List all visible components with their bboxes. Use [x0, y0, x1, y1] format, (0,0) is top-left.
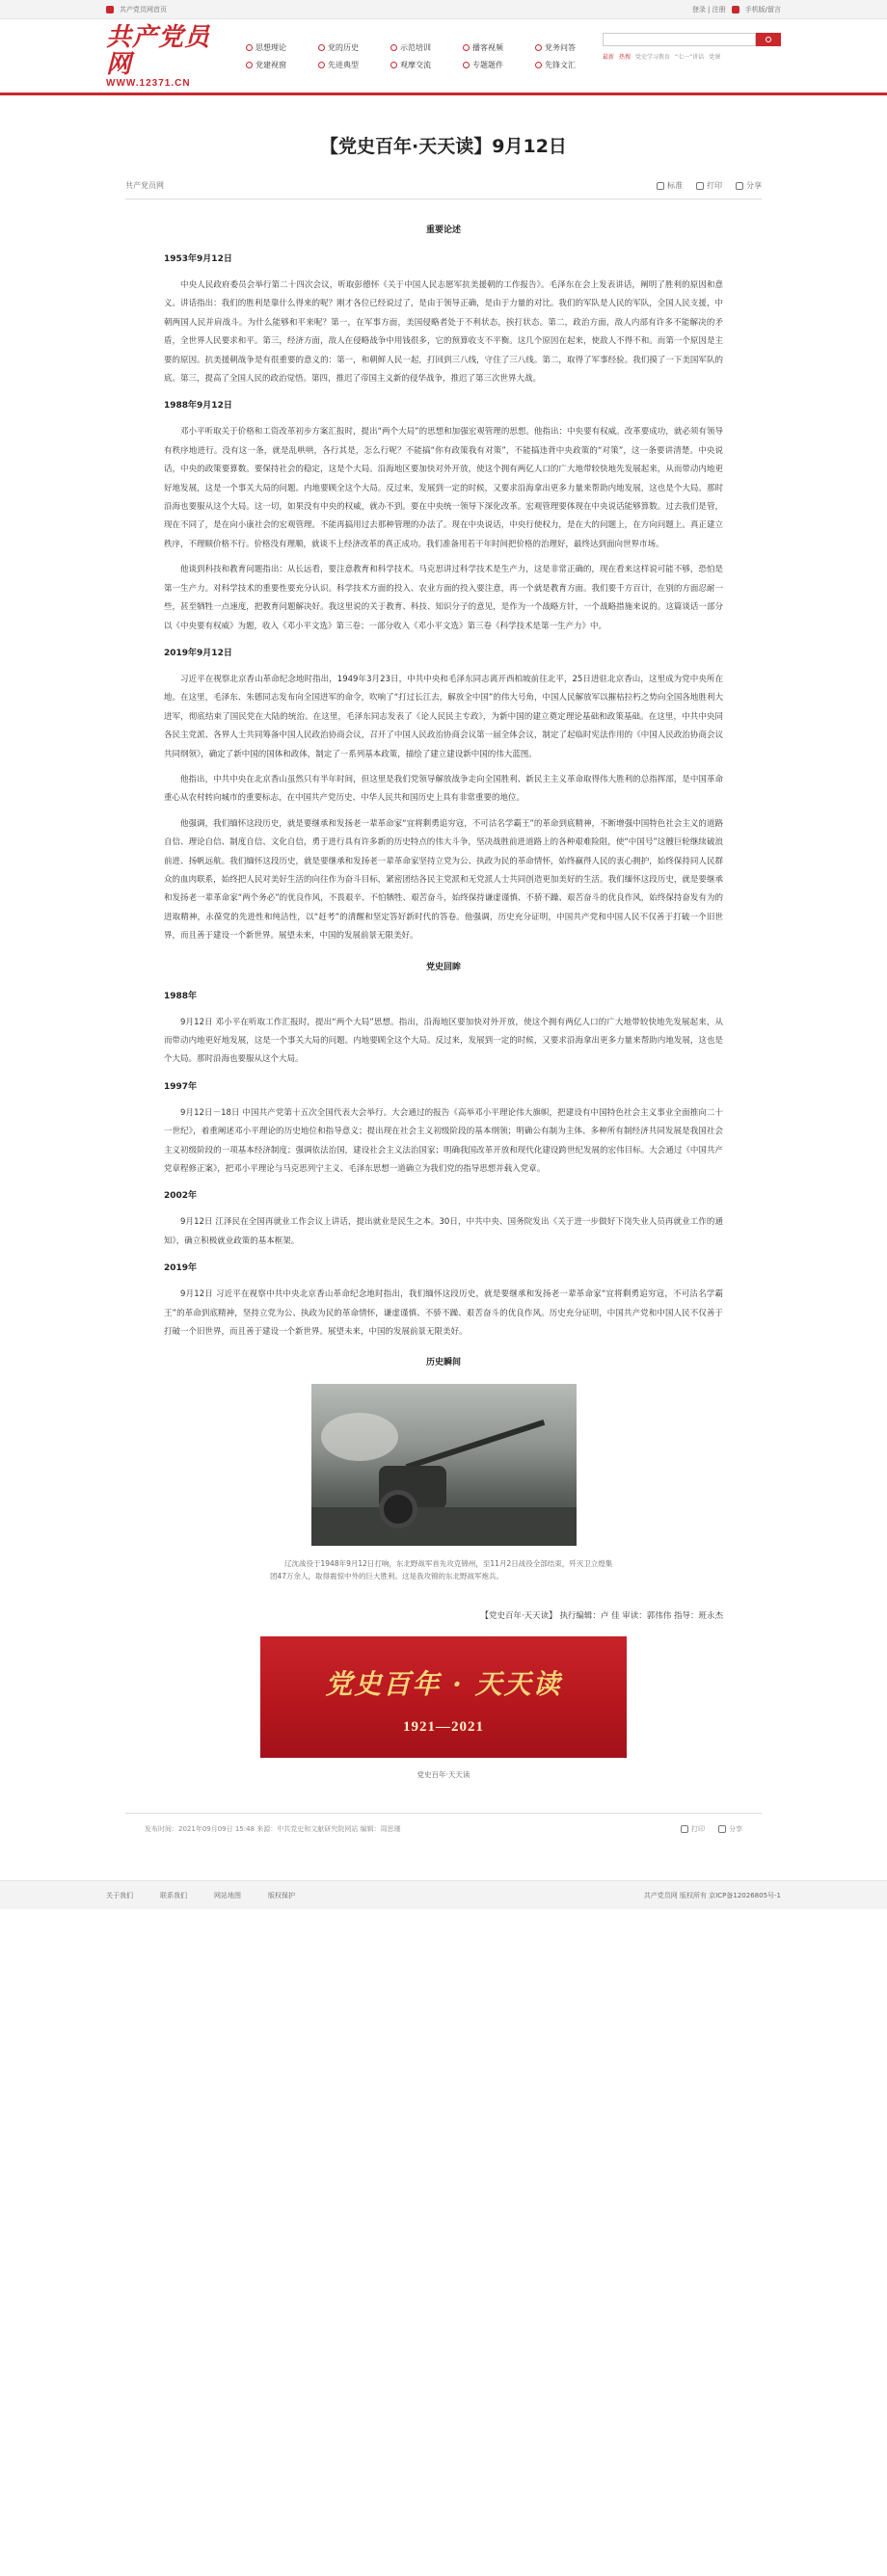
article-source: 共产党员网	[125, 181, 164, 190]
date-heading: 1997年	[164, 1081, 198, 1092]
search-input[interactable]	[603, 33, 756, 46]
paragraph: 习近平在视察北京香山革命纪念地时指出，1949年3月23日，中共中央和毛泽东同志离开西柏坡前往北平，25日进驻北京香山，这里成为党中央所在地。在这里，毛泽东、朱德同志发布向全国进军的命令，吹响了“打过长江去，解放全中国”的伟大号角，中国人民解放军以摧枯拉朽之势向全国各地胜利大进军，彻底结束了国民党在大陆的统治。在这里，毛泽东同志发表了《论人民民主专政》，为新中国的建立奠定理论基础和政策基础。在这里，中共中央同各民主党派、各界人士共同筹备中国人民政治协商会议，召开了中国人民政治协商会议第一届全体会议，制定了起临时宪法作用的《中国人民政治协商会议共同纲领》，确定了新中国的国体和政体，制定了一系列基本政策，描绘了建立建设新中国的伟大蓝图。	[164, 674, 723, 759]
print-icon	[681, 1825, 688, 1833]
nav-item[interactable]: 党的历史	[318, 39, 390, 56]
print-tool[interactable]: 打印	[696, 180, 722, 191]
paragraph: 中央人民政府委员会举行第二十四次会议，听取彭德怀《关于中国人民志愿军抗美援朝的工作报告》。毛泽东在会上发表讲话，阐明了胜利的原因和意义。讲话指出：我们的胜利是靠什么得来的呢？刚才各位已经说过了，是由于领导正确，是由于力量的对比。我们的军队是人民的军队，全国人民支援，中朝两国人民并肩战斗。为什么能够和平来呢？第一，在军事方面，美国侵略者处于不利状态，挨打状态。第二，政治方面，敌人内部有许多不能解决的矛盾，全世界人民要求和平。第三，经济方面，敌人在侵略战争中用钱很多，它的预算收支不平衡。这几个原因在起来，使敌人不得不和。而第一个原因是主要的原因。抗美援朝战争是有很重要的意义的：第一，和朝鲜人民一起，打回到三八线，守住了三八线。第二，取得了军事经验。我们摸了一下美国军队的底。第三，提高了全国人民的政治觉悟。第四，推迟了帝国主义新的侵华战争，推迟了第三次世界大战。	[164, 280, 723, 385]
hot-words	[603, 52, 781, 61]
bullet-icon	[246, 62, 253, 68]
home-link[interactable]: 共产党员网首页	[120, 6, 167, 13]
share-icon	[718, 1825, 726, 1833]
paragraph: 他指出，中共中央在北京香山虽然只有半年时间，但这里是我们党领导解放战争走向全国胜利、新民主主义革命取得伟大胜利的总指挥部，是中国革命重心从农村转向城市的重要标志，在中国共产党历史、中华人民共和国历史上具有非常重要的地位。	[164, 774, 723, 804]
bullet-icon	[535, 44, 542, 51]
logo-text: 共产党员网	[106, 22, 211, 79]
date-heading: 1953年9月12日	[164, 254, 232, 264]
site-header	[0, 19, 887, 95]
nav-item[interactable]: 观摩交流	[390, 56, 463, 73]
artillery-photo	[311, 1384, 577, 1546]
hot-word[interactable]: 热搜	[619, 54, 632, 61]
search-area	[603, 33, 781, 61]
paragraph: 他谈到科技和教育问题指出：从长远看，要注意教育和科学技术。马克思讲过科学技术是生产力，这是非常正确的，现在看来这样说可能不够，恐怕是第一生产力。对科学技术的重要性要充分认识。科学技术方面的投入、农业方面的投入要注意，再一个就是教育方面。我们要千方百计，在别的方面忍耐一些，甚至牺牲一点速度，把教育问题解决好。我这里说的关于教育、科技、知识分子的意见，是作为一个战略方针，一个战略措施来说的。这篇谈话一部分以《中央要有权威》为题，收入《邓小平文选》第三卷；一部分收入《邓小平文选》第三卷《科学技术是第一生产力》中。	[164, 565, 723, 631]
share-icon	[736, 182, 743, 190]
site-logo[interactable]	[106, 24, 231, 89]
copyright: 共产党员网 版权所有 京ICP备12026805号-1	[643, 1892, 781, 1900]
nav-item[interactable]: 先进典型	[318, 56, 390, 73]
print-icon	[696, 182, 704, 190]
bullet-icon	[535, 62, 542, 68]
article-tools	[657, 180, 762, 191]
article-foot-meta	[125, 1813, 762, 1844]
paragraph: 9月12日－18日 中国共产党第十五次全国代表大会举行。大会通过的报告《高举邓小平理论伟大旗帜，把建设有中国特色社会主义事业全面推向二十一世纪》，着重阐述邓小平理论的历史地位和指导意义；提出现在社会主义初级阶段的基本纲领；明确公有制为主体、多种所有制经济共同发展是我国社会主义初级阶段的一项基本经济制度；强调依法治国，建设社会主义法治国家；明确我国改革开放和现代化建设跨世纪发展的宏伟目标。大会通过《中国共产党章程修正案》，把邓小平理论与马克思列宁主义、毛泽东思想一道确立为我们党的指导思想并载入党章。	[164, 1107, 723, 1175]
hot-word[interactable]: “七一”讲话	[675, 54, 705, 61]
editor-credit: 【党史百年·天天读】 执行编辑：卢 佳 审读：郭伟伟 指导：班永杰	[480, 1611, 723, 1622]
date-heading: 2002年	[164, 1191, 198, 1202]
font-icon	[657, 182, 664, 190]
footer-link[interactable]: 网站地图	[214, 1892, 241, 1900]
article	[125, 132, 762, 1844]
nav-item[interactable]: 示范培训	[390, 39, 463, 56]
section-heading: 重要论述	[425, 226, 461, 235]
bullet-icon	[390, 44, 397, 51]
top-bar	[0, 0, 887, 19]
bullet-icon	[463, 44, 470, 51]
login-link[interactable]: 登录 | 注册	[691, 6, 726, 13]
bullet-icon	[318, 62, 325, 68]
home-icon[interactable]	[106, 6, 114, 13]
search-icon	[766, 37, 771, 42]
bullet-icon	[318, 44, 325, 51]
date-heading: 2019年	[164, 1263, 198, 1274]
section-heading: 党史回眸	[425, 962, 461, 972]
hot-word[interactable]: 最新	[603, 54, 615, 61]
bullet-icon	[246, 44, 253, 51]
phone-icon[interactable]	[732, 6, 739, 13]
nav-item[interactable]: 党务问答	[535, 39, 607, 56]
mobile-link[interactable]: 手机版/留言	[744, 6, 781, 13]
search-button[interactable]	[756, 33, 781, 46]
share-tool[interactable]: 分享	[736, 180, 762, 191]
banner-years: 1921—2021	[403, 1719, 484, 1736]
bullet-icon	[463, 62, 470, 68]
footer-link[interactable]: 关于我们	[106, 1892, 133, 1900]
nav-item[interactable]: 播客视频	[463, 39, 535, 56]
hot-word[interactable]: 党课	[709, 54, 721, 61]
banner-title: 党史百年 · 天天读	[325, 1668, 562, 1701]
font-size-tool[interactable]: 标准	[657, 180, 683, 191]
article-body	[125, 223, 762, 1780]
section-heading: 历史瞬间	[425, 1358, 461, 1368]
paragraph: 他强调，我们缅怀这段历史，就是要继承和发扬老一辈革命家“宜将剩勇追穷寇，不可沽名学霸王”的革命到底精神，不断增强中国特色社会主义的道路自信、理论自信、制度自信、文化自信，勇于进行具有许多新的历史特点的伟大斗争，坚决战胜前进道路上的各种艰难险阻，使“中国号”这艘巨轮继续破浪前进、扬帆远航。我们缅怀这段历史，就是要继承和发扬老一辈革命家坚持立党为公、执政为民的革命情怀，始终赢得人民的衷心拥护，始终保持同人民群众的血肉联系，始终把人民对美好生活的向往作为奋斗目标，紧密团结各民主党派和无党派人士共同创造更加美好的生活。我们缅怀这段历史，就是要继承和发扬老一辈革命家“两个务必”的优良作风，不畏艰辛、不怕牺牲、艰苦奋斗，始终保持谦虚谨慎、不骄不躁、艰苦奋斗的优良作风，始终保持奋发有为的进取精神，永葆党的先进性和纯洁性，以“赶考”的清醒和坚定答好新时代的答卷。他强调，历史充分证明，中国共产党和中国人民不仅善于打破一个旧世界，而且善于建设一个新世界。展望未来，中国的发展前景无限美好。	[164, 818, 723, 942]
photo-caption: 辽沈战役于1948年9月12日打响，东北野战军首先攻克锦州，至11月2日战役全部结束，歼灭卫立煌集团47万余人，取得震惊中外的巨大胜利。这是我攻锦的东北野战军炮兵。	[270, 1559, 613, 1581]
logo-url: WWW.12371.CN	[106, 77, 191, 89]
paragraph: 9月12日 江泽民在全国再就业工作会议上讲话，提出就业是民生之本。30日，中共中央、国务院发出《关于进一步做好下岗失业人员再就业工作的通知》，确立积极就业政策的基本框架。	[164, 1217, 723, 1246]
footer-link[interactable]: 联系我们	[160, 1892, 187, 1900]
banner-caption: 党史百年·天天读	[417, 1770, 470, 1780]
date-heading: 1988年9月12日	[164, 401, 232, 412]
nav-item[interactable]: 思想理论	[246, 39, 318, 56]
article-meta	[125, 173, 762, 199]
date-heading: 1988年	[164, 991, 198, 1001]
article-title: 【党史百年·天天读】9月12日	[320, 136, 567, 157]
paragraph: 9月12日 邓小平在听取工作汇报时，提出“两个大局”思想。指出，沿海地区要加快对外开放，使这个拥有两亿人口的广大地带较快地先发展起来，从而带动内地更好地发展，这是一个事关大局的问题。内地要顾全这个大局。反过来，发展到一定的时候，又要求沿海拿出更多力量来帮助内地发展，这也是个大局。那时沿海也要服从这个大局。	[164, 1017, 723, 1065]
hot-word[interactable]: 党史学习教育	[635, 54, 671, 61]
date-heading: 2019年9月12日	[164, 648, 232, 658]
paragraph: 9月12日 习近平在视察中共中央北京香山革命纪念地时指出，我们缅怀这段历史，就是要继承和发扬老一辈革命家“宜将剩勇追穷寇，不可沽名学霸王”的革命到底精神，坚持立党为公、执政为民的革命情怀，谦虚谨慎、不骄不躁、艰苦奋斗的优良作风。历史充分证明，中国共产党和中国人民不仅善于打破一个旧世界，而且善于建设一个新世界。展望未来，中国的发展前景无限美好。	[164, 1289, 723, 1338]
bullet-icon	[390, 62, 397, 68]
site-footer	[0, 1880, 887, 1909]
nav-item[interactable]: 先锋文汇	[535, 56, 607, 73]
series-banner	[260, 1636, 627, 1758]
publish-info: 发布时间：2021年09月09日 15:48 来源：中共党史和文献研究院网站 编辑：周思瑾	[145, 1824, 401, 1833]
share-tool[interactable]: 分享	[718, 1824, 742, 1834]
nav-item[interactable]: 专题题件	[463, 56, 535, 73]
paragraph: 邓小平听取关于价格和工资改革初步方案汇报时，提出“两个大局”的思想和加强宏观管理的思想。他指出：中央要有权威。改革要成功，就必须有领导有秩序地进行。没有这一条，就是乱哄哄，各行其是，怎么行呢？不能搞“你有政策我有对策”，不能搞违背中央政策的“对策”，这一条要讲清楚。中央说话，中央的政策要算数。要保持社会的稳定，这是个大局。沿海地区要加快对外开放，使这个拥有两亿人口的广大地带较快地先发展起来，从而带动内地更好地发展，这是一个事关大局的问题。内地要顾全这个大局。反过来，发展到一定的时候，又要求沿海拿出更多力量来帮助内地发展，这也是个大局。那时沿海也要服从这个大局。这一切，如果没有中央的权威，就办不到。要在中央统一领导下深化改革。宏观管理要体现在中央说话能够算数。过去我们是管，现在不同了，是在向小康社会的宏观管理。不能再搞用过去那种管理的办法了。现在中央说话，中央行使权力，是在大的问题上，在方向问题上。真正建立秩序，不理顺价格不行。价格没有理顺，就谈不上经济改革的真正成功。我们准备用若干年时间把价格的治理好，最终达到面向世界市场。	[164, 427, 723, 549]
history-photo	[164, 1384, 723, 1582]
print-tool[interactable]: 打印	[681, 1824, 705, 1834]
nav-item[interactable]: 党建视窗	[246, 56, 318, 73]
footer-link[interactable]: 版权保护	[268, 1892, 295, 1900]
